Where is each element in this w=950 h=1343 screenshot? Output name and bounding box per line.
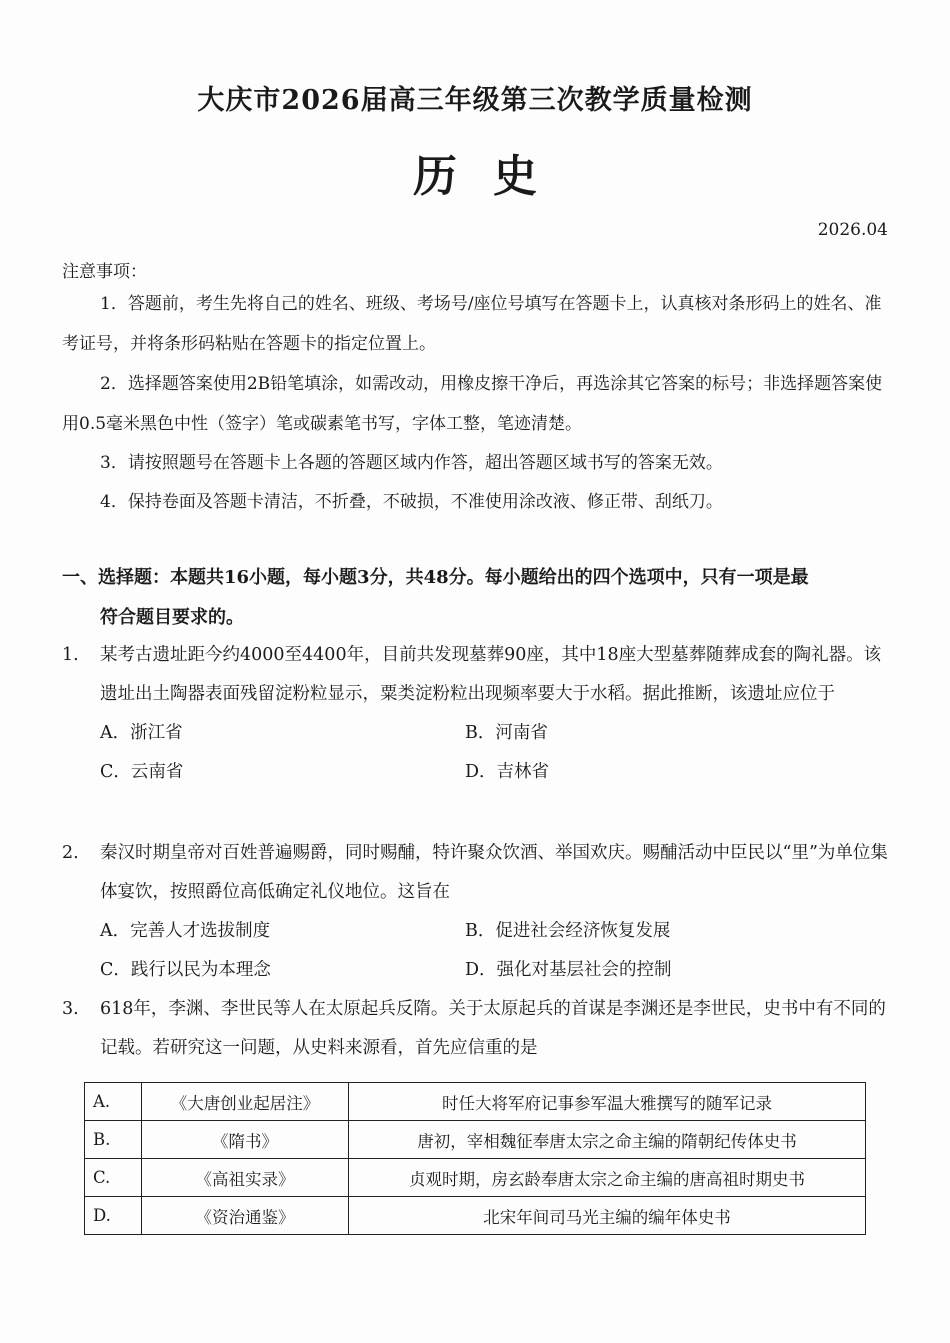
option-c: C．践行以民为本理念 [100,960,271,980]
question-1 [62,636,890,792]
table-row [85,1121,866,1159]
exam-title: 大庆市2026届高三年级第三次教学质量检测 [197,85,753,116]
book-title: 《高祖实录》 [142,1159,349,1197]
book-description: 唐初，宰相魏征奉唐太宗之命主编的隋朝纪传体史书 [349,1121,866,1159]
option-d: D．吉林省 [465,762,550,782]
table-row [85,1159,866,1197]
option-b: B．河南省 [465,723,548,743]
question-2 [62,834,890,990]
option-list [100,714,890,792]
option-c: C．云南省 [100,762,184,782]
question-number: 1. [62,645,79,665]
book-description: 北宋年间司马光主编的编年体史书 [349,1197,866,1235]
notice-item-1: 1．答题前，考生先将自己的姓名、班级、考场号/座位号填写在答题卡上，认真核对条形码上的姓名、准考证号，并将条形码粘贴在答题卡的指定位置上。 [62,294,882,354]
question-stem: 618年，李渊、李世民等人在太原起兵反隋。关于太原起兵的首谋是李渊还是李世民，史书中有不同的记载。若研究这一问题，从史料来源看，首先应信重的是 [100,999,886,1058]
row-label: A. [85,1083,142,1121]
book-title: 《资治通鉴》 [142,1197,349,1235]
notice-item-2: 2．选择题答案使用2B铅笔填涂，如需改动，用橡皮擦干净后，再选涂其它答案的标号；非选择题答案使用0.5毫米黑色中性（签字）笔或碳素笔书写，字体工整，笔迹清楚。 [62,374,883,434]
table-row [85,1083,866,1121]
row-label: D. [85,1197,142,1235]
section-heading [62,558,890,638]
option-a: A．完善人才选拔制度 [100,921,271,941]
question-3 [62,990,890,1068]
book-description: 贞观时期，房玄龄奉唐太宗之命主编的唐高祖时期史书 [349,1159,866,1197]
row-label: B. [85,1121,142,1159]
book-title: 《大唐创业起居注》 [142,1083,349,1121]
exam-date: 2026.04 [817,220,888,240]
notice-item-4: 4．保持卷面及答题卡清洁，不折叠，不破损，不准使用涂改液、修正带、刮纸刀。 [100,492,723,512]
table-row [85,1197,866,1235]
option-a: A．浙江省 [100,723,183,743]
option-d: D．强化对基层社会的控制 [465,960,672,980]
section-heading-line1: 一、选择题：本题共16小题，每小题3分，共48分。每小题给出的四个选项中，只有一项是最 [62,567,809,588]
question-stem: 秦汉时期皇帝对百姓普遍赐爵，同时赐酺，特许聚众饮酒、举国欢庆。赐酺活动中臣民以“里”为单位集体宴饮，按照爵位高低确定礼仪地位。这旨在 [100,843,888,902]
book-description: 时任大将军府记事参军温大雅撰写的随军记录 [349,1083,866,1121]
notice-heading: 注意事项： [62,262,147,282]
option-list [100,912,890,990]
source-table [84,1082,866,1235]
question-number: 2. [62,843,79,863]
section-heading-line2: 符合题目要求的。 [100,607,244,628]
question-stem: 某考古遗址距今约4000至4400年，目前共发现墓葬90座，其中18座大型墓葬随葬成套的陶礼器。该遗址出土陶器表面残留淀粉粒显示，粟类淀粉粒出现频率要大于水稻。据此推断，该遗址应位于 [100,645,882,704]
book-title: 《隋书》 [142,1121,349,1159]
subject-title: 历史 [413,151,573,202]
notice-item-3: 3．请按照题号在答题卡上各题的答题区域内作答，超出答题区域书写的答案无效。 [100,453,723,473]
question-number: 3. [62,999,79,1019]
row-label: C. [85,1159,142,1197]
option-b: B．促进社会经济恢复发展 [465,921,671,941]
